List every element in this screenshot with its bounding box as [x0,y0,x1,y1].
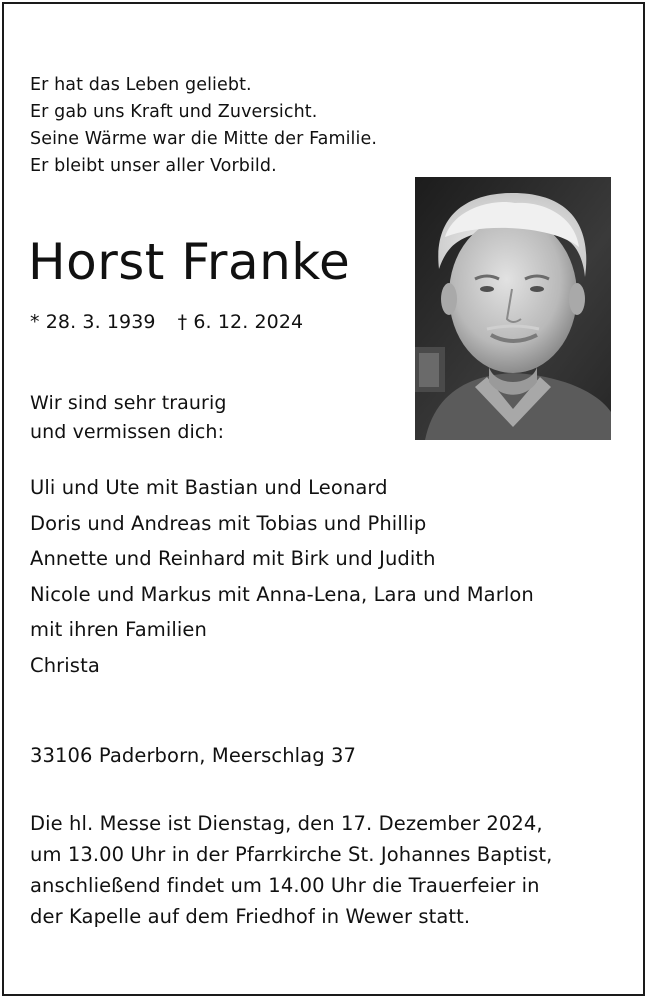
service-line: der Kapelle auf dem Friedhof in Wewer statt. [30,905,471,928]
deceased-name: Horst Franke [28,233,351,291]
motto-line: Er hat das Leben geliebt. [30,75,252,95]
family-address: 33106 Paderborn, Meerschlag 37 [30,744,357,767]
service-line: um 13.00 Uhr in der Pfarrkirche St. Johannes Baptist, [30,843,553,866]
life-dates [30,308,303,336]
motto-line: Seine Wärme war die Mitte der Familie. [30,129,378,149]
motto-line: Er bleibt unser aller Vorbild. [30,156,277,176]
motto [30,72,377,180]
motto-line: Er gab uns Kraft und Zuversicht. [30,102,318,122]
mourner-line: Annette und Reinhard mit Birk und Judith [30,547,436,570]
portrait-photo [415,177,611,440]
mourner-line: Doris und Andreas mit Tobias und Phillip [30,511,427,535]
mourner-line: Christa [30,653,100,677]
birth-date: * 28. 3. 1939 [30,311,156,333]
grief-line: Wir sind sehr traurig [30,392,227,414]
service-line: Die hl. Messe ist Dienstag, den 17. Dezember 2024, [30,812,543,835]
mourner-line: Uli und Ute mit Bastian und Leonard [30,476,388,499]
mourner-line: mit ihren Familien [30,618,207,641]
grief-statement [30,389,227,447]
service-line: anschließend findet um 14.00 Uhr die Trauerfeier in [30,874,540,897]
mourners-list [30,470,534,683]
funeral-service-info [30,808,552,932]
mourner-line: Nicole und Markus mit Anna-Lena, Lara und Marlon [30,582,534,606]
death-date: † 6. 12. 2024 [177,311,304,333]
grief-line: und vermissen dich: [30,421,225,443]
